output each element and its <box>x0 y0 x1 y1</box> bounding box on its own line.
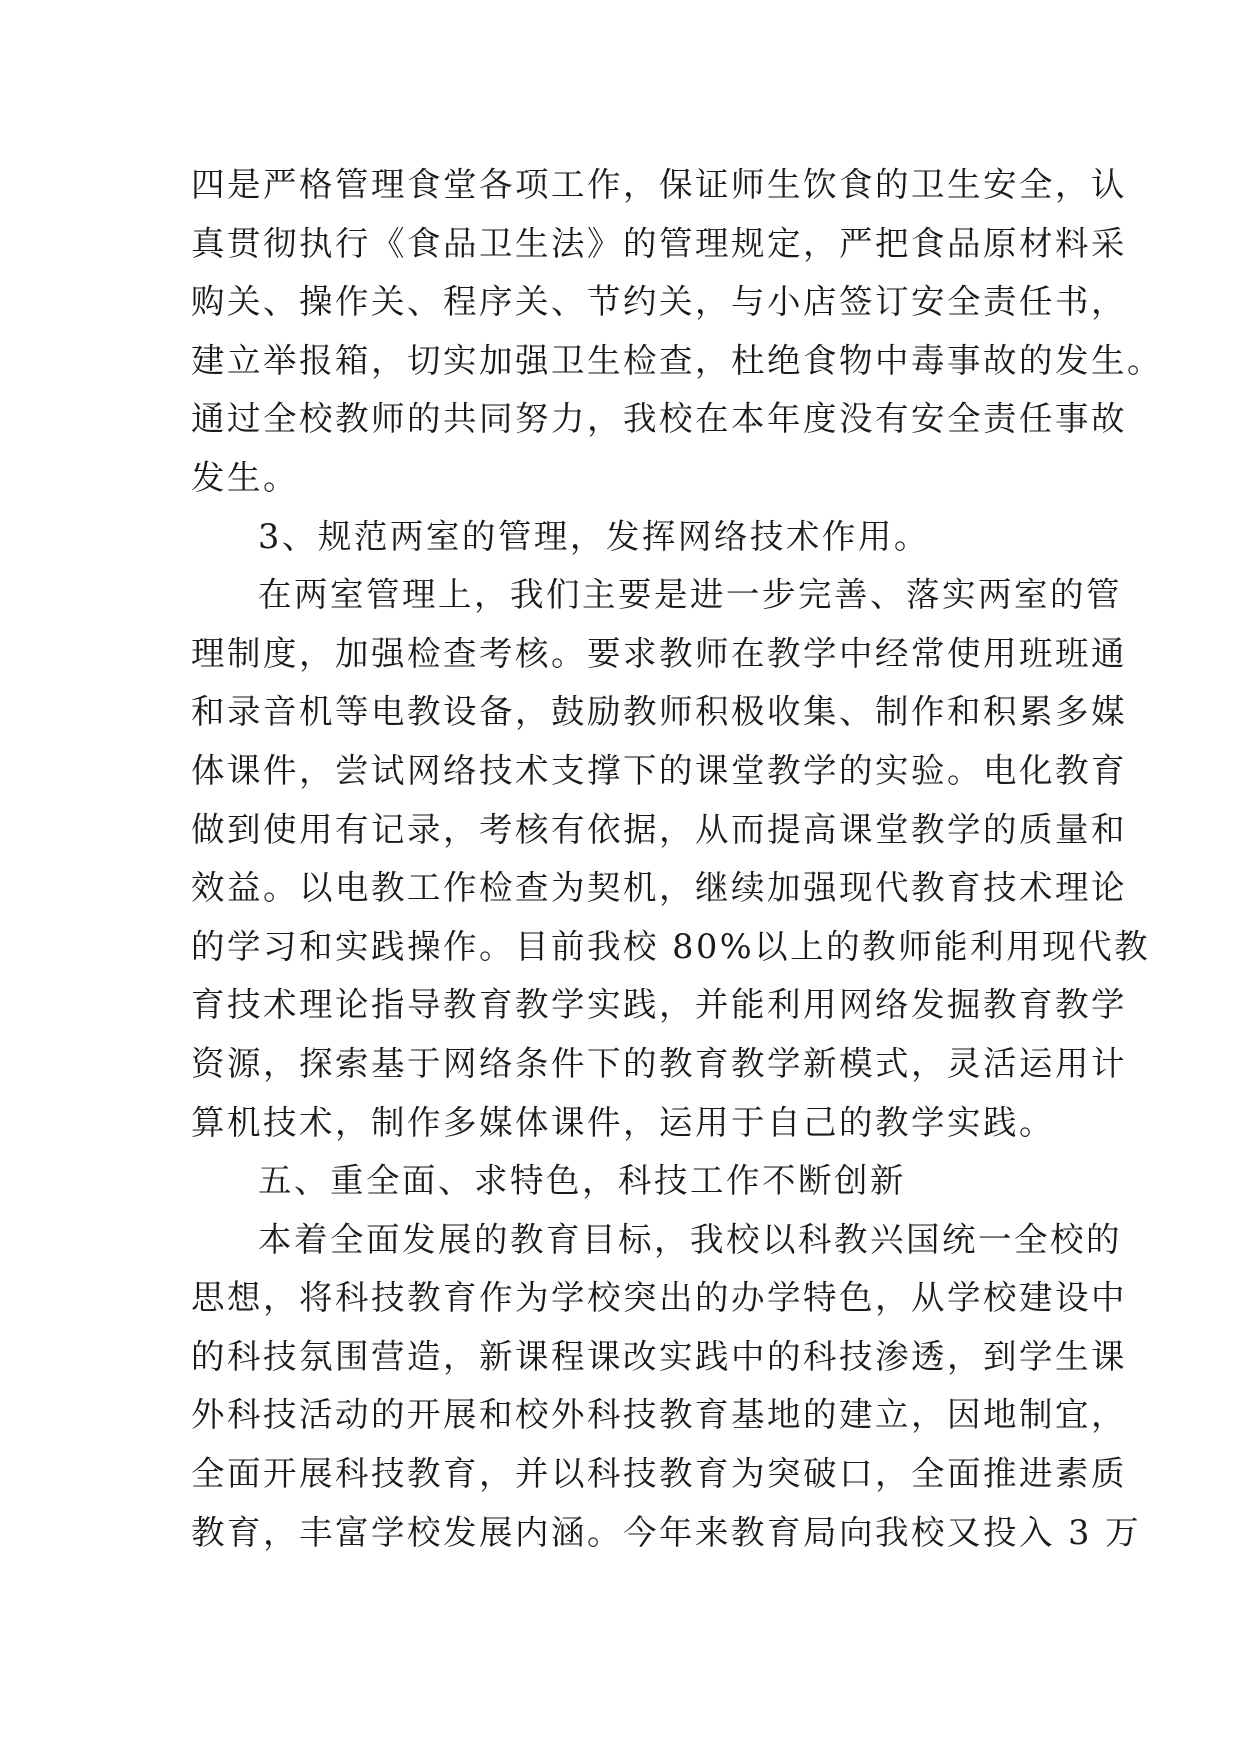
text-line: 在两室管理上，我们主要是进一步完善、落实两室的管 <box>258 575 1122 615</box>
text-line: 全面开展科技教育，并以科技教育为突破口，全面推进素质 <box>191 1454 1127 1494</box>
text-line: 本着全面发展的教育目标，我校以科教兴国统一全校的 <box>258 1219 1122 1259</box>
text-line: 做到使用有记录，考核有依据，从而提高课堂教学的质量和 <box>191 809 1127 849</box>
text-line: 教育，丰富学校发展内涵。今年来教育局向我校又投入 3 万 <box>191 1512 1142 1552</box>
text-line: 效益。以电教工作检查为契机，继续加强现代教育技术理论 <box>191 868 1127 908</box>
text-line: 体课件，尝试网络技术支撑下的课堂教学的实验。电化教育 <box>191 750 1127 790</box>
text-line: 通过全校教师的共同努力，我校在本年度没有安全责任事故 <box>191 399 1127 439</box>
text-line: 建立举报箱，切实加强卫生检查，杜绝食物中毒事故的发生。 <box>191 340 1163 380</box>
text-line: 购关、操作关、程序关、节约关，与小店签订安全责任书， <box>191 282 1127 322</box>
text-line: 育技术理论指导教育教学实践，并能利用网络发掘教育教学 <box>191 985 1127 1025</box>
text-line: 外科技活动的开展和校外科技教育基地的建立，因地制宜， <box>191 1395 1127 1435</box>
text-line: 理制度，加强检查考核。要求教师在教学中经常使用班班通 <box>191 633 1127 673</box>
text-line: 算机技术，制作多媒体课件，运用于自己的教学实践。 <box>191 1102 1055 1142</box>
text-line: 四是严格管理食堂各项工作，保证师生饮食的卫生安全，认 <box>191 165 1127 204</box>
text-line: 真贯彻执行《食品卫生法》的管理规定，严把食品原材料采 <box>191 223 1127 263</box>
text-line: 的学习和实践操作。目前我校 80%以上的教师能利用现代教 <box>191 926 1151 966</box>
text-line: 发生。 <box>191 457 299 497</box>
text-line: 资源，探索基于网络条件下的教育教学新模式，灵活运用计 <box>191 1043 1127 1083</box>
text-line: 的科技氛围营造，新课程课改实践中的科技渗透，到学生课 <box>191 1336 1127 1376</box>
text-line: 思想，将科技教育作为学校突出的办学特色，从学校建设中 <box>191 1278 1127 1318</box>
document-body <box>191 156 1163 1562</box>
text-line: 和录音机等电教设备，鼓励教师积极收集、制作和积累多媒 <box>191 692 1127 732</box>
section-heading: 五、重全面、求特色，科技工作不断创新 <box>258 1161 906 1201</box>
section-heading: 3、规范两室的管理，发挥网络技术作用。 <box>258 516 930 556</box>
